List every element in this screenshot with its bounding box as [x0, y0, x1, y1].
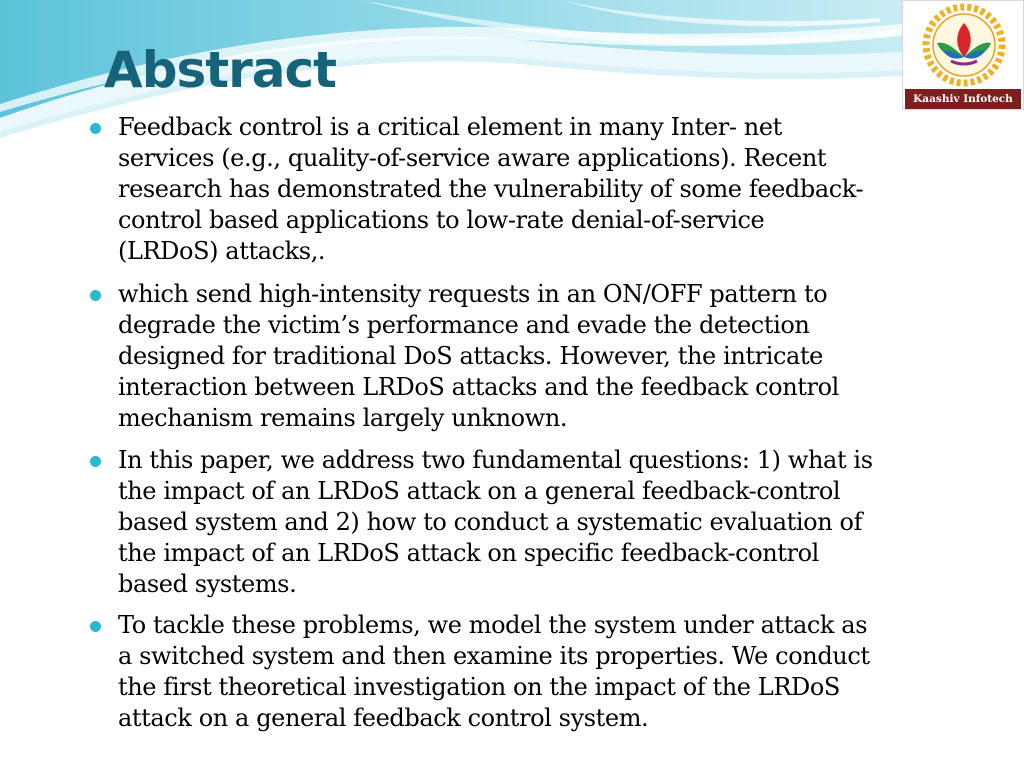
- lotus-emblem-icon: [903, 1, 1024, 89]
- slide-title: Abstract: [104, 41, 337, 99]
- bullet-dot-icon: [90, 621, 101, 632]
- company-logo: [902, 0, 1024, 110]
- bullet-dot-icon: [90, 456, 101, 467]
- bullet-dot-icon: [90, 123, 101, 134]
- logo-caption: Kaashiv Infotech: [905, 89, 1021, 109]
- bullet-dot-icon: [90, 290, 101, 301]
- bullet-text: In this paper, we address two fundamental questions: 1) what is the impact of an LRDoS attack on a general feedback-control based system and 2) how to conduct a systematic evaluation of the impact of an LRDoS attack on specific feedback-control based systems.: [118, 446, 873, 598]
- bullet-text: Feedback control is a critical element in many Inter- net services (e.g., quality-of-service aware applications). Recent research has demonstrated the vulnerability of some feedback- control based applications to low-rate denial-of-service (LRDoS) attacks,.: [118, 113, 864, 265]
- bullet-text: which send high-intensity requests in an ON/OFF pattern to degrade the victim’s performance and evade the detection designed for traditional DoS attacks. However, the intricate interaction between LRDoS attacks and the feedback control mechanism remains largely unknown.: [118, 280, 839, 432]
- bullet-text: To tackle these problems, we model the system under attack as a switched system and then examine its properties. We conduct the first theoretical investigation on the impact of the LRDoS attack on a general feedback control system.: [118, 611, 870, 732]
